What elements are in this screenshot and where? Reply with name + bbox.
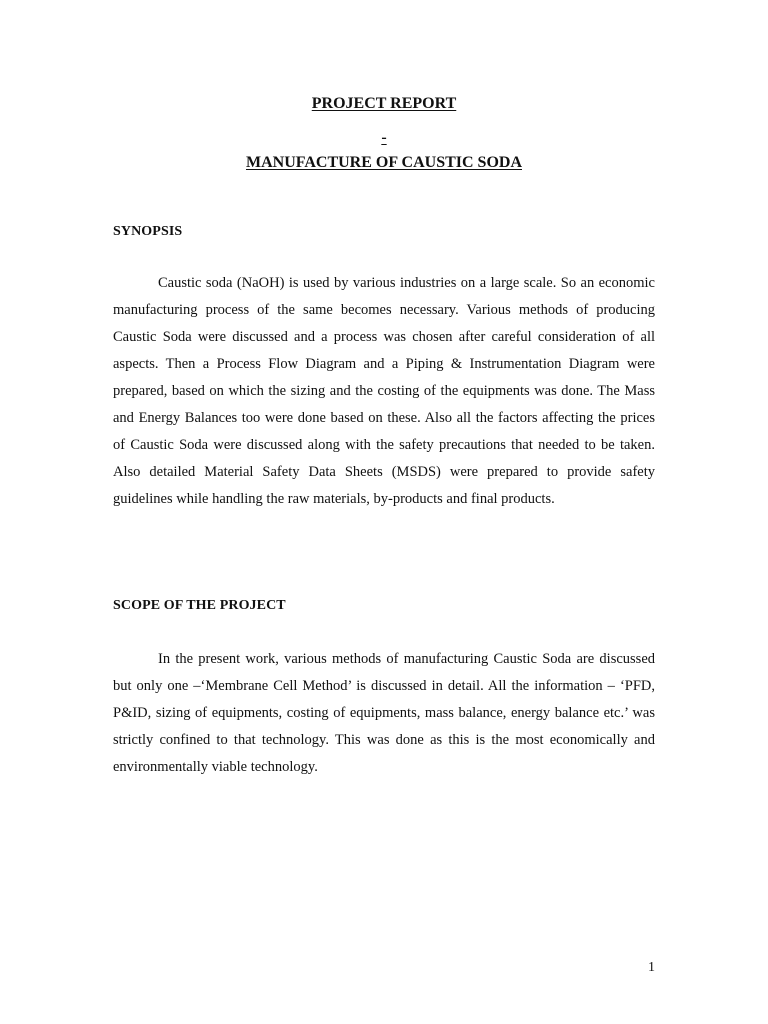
- title-separator: [0, 128, 768, 148]
- title-separator-text: -: [381, 129, 387, 146]
- scope-paragraph: In the present work, various methods of manufacturing Caustic Soda are discussed but only one –‘Membrane Cell Method’ is discussed in detail. All the information – ‘PFD, P&ID, sizing of equipments, costing of equipments, mass balance, energy balance etc.’ was strictly confined to that technology. This was done as this is the most economically and environmentally viable technology.: [113, 651, 655, 775]
- scope-heading: SCOPE OF THE PROJECT: [113, 598, 286, 613]
- synopsis-paragraph: Caustic soda (NaOH) is used by various industries on a large scale. So an economic manufacturing process of the same becomes necessary. Various methods of producing Caustic Soda were discussed and a process was chosen after careful consideration of all aspects. Then a Process Flow Diagram and a Piping & Instrumentation Diagram were prepared, based on which the sizing and the costing of the equipments was done. The Mass and Energy Balances too were done based on these. Also all the factors affecting the prices of Caustic Soda were discussed along with the safety precautions that needed to be taken. Also detailed Material Safety Data Sheets (MSDS) were prepared to provide safety guidelines while handling the raw materials, by-products and final products.: [113, 275, 655, 507]
- report-title-text: PROJECT REPORT: [311, 95, 457, 112]
- synopsis-heading: SYNOPSIS: [113, 224, 183, 239]
- page-number: 1: [648, 960, 655, 975]
- report-subtitle: [0, 153, 768, 173]
- report-title: [0, 94, 768, 114]
- report-subtitle-text: MANUFACTURE OF CAUSTIC SODA: [245, 154, 522, 171]
